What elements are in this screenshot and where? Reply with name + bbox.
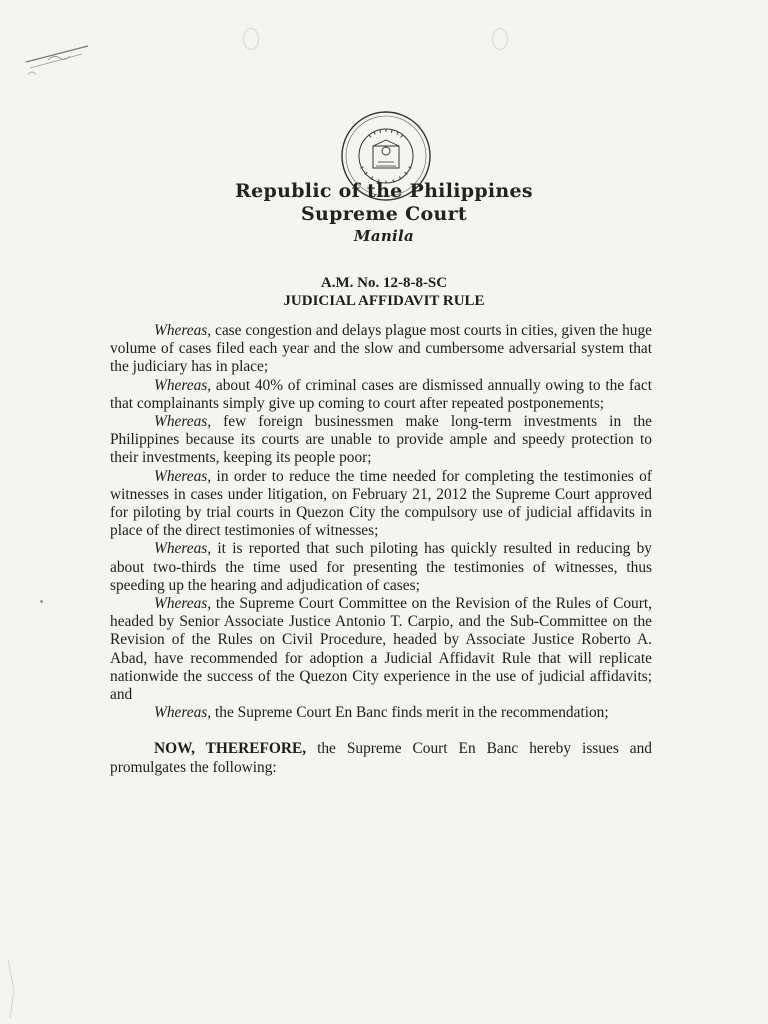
whereas-paragraph-1: Whereas, case congestion and delays plague most courts in cities, given the huge volume of cases filed each year and the slow and cumbersome adversarial system that the judiciary has in place; xyxy=(110,322,652,376)
letterhead xyxy=(0,180,768,246)
rule-name: JUDICIAL AFFIDAVIT RULE xyxy=(283,293,485,309)
scan-edge-mark xyxy=(4,960,24,1020)
whereas-paragraph-7: Whereas, the Supreme Court En Banc finds merit in the recommendation; xyxy=(154,704,609,722)
document-body xyxy=(110,322,652,777)
punch-hole-right xyxy=(492,28,508,50)
letterhead-country: Republic of the Philippines xyxy=(235,180,533,202)
handwritten-scribble xyxy=(18,40,118,90)
whereas-paragraph-4: Whereas, in order to reduce the time needed for completing the testimonies of witnesses in cases under litigation, on February 21, 2012 the Supreme Court approved for piloting by trial courts in Quezon City the compulsory use of judicial affidavits in place of the direct testimonies of witnesses; xyxy=(110,467,652,540)
whereas-paragraph-2: Whereas, about 40% of criminal cases are dismissed annually owing to the fact that complainants simply give up coming to court after repeated postponements; xyxy=(110,376,652,412)
administrative-matter-number: A.M. No. 12-8-8-SC xyxy=(320,275,448,291)
document-title xyxy=(0,274,768,310)
paragraph-gap xyxy=(110,722,652,740)
punch-hole-left xyxy=(243,28,259,50)
whereas-paragraph-5: Whereas, it is reported that such piloting has quickly resulted in reducing by about two-thirds the time used for presenting the testimonies of witnesses, thus speeding up the hearing and adjudication of cases; xyxy=(110,540,652,594)
scan-speck xyxy=(40,600,43,603)
now-therefore-paragraph: NOW, THEREFORE, the Supreme Court En Banc hereby issues and promulgates the following: xyxy=(110,740,653,776)
letterhead-city: Manila xyxy=(353,227,415,245)
whereas-paragraph-3: Whereas, few foreign businessmen make long-term investments in the Philippines because its courts are unable to provide ample and speedy protection to their investments, keeping its people poor; xyxy=(110,413,652,467)
whereas-paragraph-6: Whereas, the Supreme Court Committee on the Revision of the Rules of Court, headed by Senior Associate Justice Antonio T. Carpio, and the Sub-Committee on the Revision of the Rules on Civil Procedure, headed by Associate Justice Roberto A. Abad, have recommended for adoption a Judicial Affidavit Rule that will replicate nationwide the success of the Quezon City experience in the use of judicial affidavits; and xyxy=(110,595,652,704)
letterhead-court: Supreme Court xyxy=(300,203,468,225)
